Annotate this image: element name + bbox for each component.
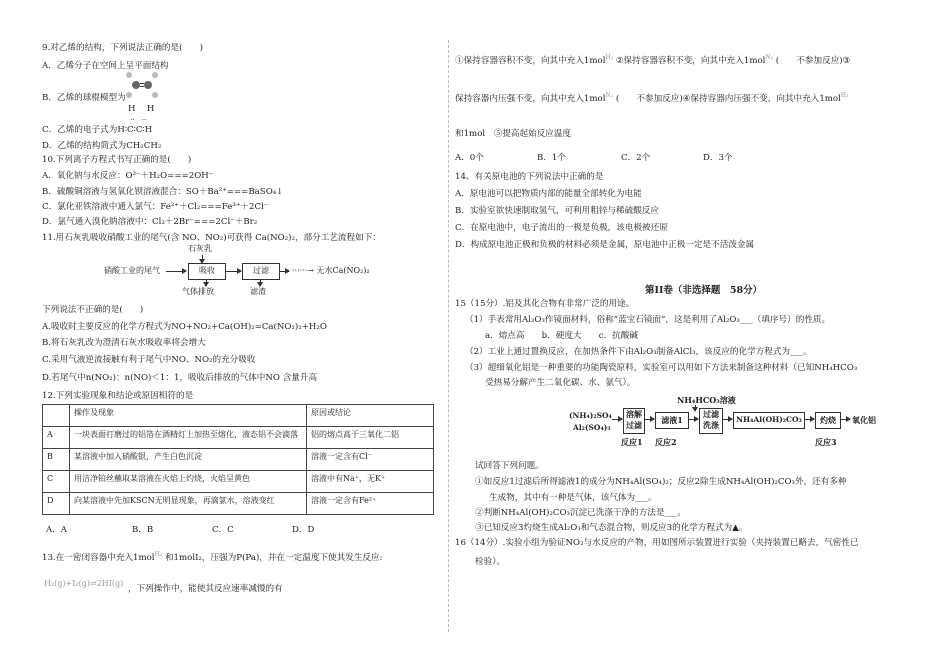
q15-part2: （2）工业上通过置换反应，在加热条件下由Al₂O₃制备AlCl₃，该反应的化学方程式为___。 (465, 347, 812, 357)
q10-option-d: D．氯气通入溴化钠溶液中：Cl₂＋2Br⁻===2Cl⁻＋Br₂ (42, 217, 258, 227)
q12-stem: 12.下列实验现象和结论或原因相符的是 (42, 391, 194, 401)
table-cell: 用洁净铂丝蘸取某溶液在火焰上灼烧，火焰呈黄色 (70, 471, 307, 493)
table-cell: 溶液一定含有Fe²⁺ (307, 493, 434, 515)
table-row (43, 427, 434, 449)
table-row (43, 471, 434, 493)
table-header-cell: 原因或结论 (307, 405, 434, 427)
q10-option-c: C．氯化亚铁溶液中通入氯气：Fe²⁺＋Cl₂===Fe³⁺＋2Cl⁻ (42, 202, 269, 212)
table-header-cell: 操作及现象 (70, 405, 307, 427)
q15-part3-b: 受热易分解产生二氧化碳、水、氨气）。 (485, 378, 636, 388)
q9-option-d: D．乙烯的结构简式为CH₂CH₂ (42, 141, 162, 151)
table-cell: C (43, 471, 70, 493)
q13-line1-part-b: ②保持容器容积不变，向其中充入1mol (615, 55, 766, 66)
q13-stem-part-a: 13.在一密闭容器中充入1mol (42, 552, 155, 563)
flow-filter-box: 过滤 (242, 263, 280, 280)
flow-gas: 气体排放 (182, 287, 214, 296)
table-cell: B (43, 449, 70, 471)
flow-start-1: (NH₄)₂SO₄ (569, 411, 612, 420)
q16-line-a: 16（14分）.实验小组为验证NO₂与水反应的产物，用如图所示装置进行实验（夹持装置已略去，气密性已 (455, 538, 859, 548)
q13-tail: ，下列操作中，能使其反应速率减慢的有 (128, 584, 283, 594)
q12-choice-d: D．D (292, 525, 315, 535)
table-row (43, 449, 434, 471)
q15-stem: 15（15分）.铝及其化合物有非常广泛的用途。 (455, 299, 635, 309)
q10-option-a: A．氧化钠与水反应：O²⁻＋H₂O===2OH⁻ (42, 171, 214, 181)
q11-option-d: D.若尾气中n(NO₂)：n(NO)＜1：1，吸收后排放的气体中NO 含量升高 (42, 373, 318, 383)
q9-electron-dots: ‥ ‥ (130, 114, 147, 122)
q13-equation: H₂(g)+I₂(g)⇌2HI(g) (44, 579, 124, 588)
q13-line1-part-a: ①保持容器容积不变，向其中充入1mol (455, 55, 606, 66)
q15-sub1-b: 生成物，其中有一种是气体，该气体为___。 (489, 493, 657, 503)
flow-start-2: Al₂(SO₄)₃ (573, 423, 611, 432)
table-cell: D (43, 493, 70, 515)
q15-part3-a: （3）超细氧化铝是一种重要的功能陶瓷原料，实验室可以用如下方法来制备这种材料（已知NH₄HCO₃ (465, 363, 858, 373)
flow-absorb-box: 吸收 (188, 263, 226, 280)
table-cell: 铝的熔点高于三氧化二铝 (307, 427, 434, 449)
flow-box-calcine: 灼烧 (815, 412, 841, 429)
column-divider (448, 40, 450, 632)
ethylene-ball-stick-model (126, 72, 158, 100)
q13-line3: 和1mol ⑤提高起始反应温度 (455, 129, 572, 139)
q13-stem-part-b: 和1molI₂，压强为P(Pa)，并在一定温度下使其发生反应: (164, 552, 383, 563)
q9-stem: 9.对乙烯的结构，下列说法正确的是( ) (42, 43, 203, 53)
flow-reagent: NH₄HCO₃溶液 (677, 395, 736, 405)
q11-stem: 11.用石灰乳吸收硝酸工业的尾气(含 NO、NO₂)可获得 Ca(NO₂)₂，部分工艺流程如下： (42, 233, 381, 243)
n2-image-placeholder: N₂ (605, 92, 614, 99)
q15-ask: 试回答下列问题。 (475, 461, 544, 471)
q15-sub2: ②判断NH₄Al(OH)₂CO₃沉淀已洗涤干净的方法是___。 (475, 508, 686, 518)
flow-source: 硝酸工业的尾气 (104, 266, 160, 275)
table-cell: 向某溶液中先加KSCN无明显现象，再滴氯水，溶液变红 (70, 493, 307, 515)
h2-image-placeholder: H₂ (605, 54, 614, 61)
q13-choice-c: C．2个 (621, 153, 651, 163)
q13-choice-b: B．1个 (537, 153, 566, 163)
table-cell: 溶液中有Na⁺，无K⁺ (307, 471, 434, 493)
table-cell: A (43, 427, 70, 449)
q14-option-a: A．原电池可以把物质内部的能量全部转化为电能 (455, 189, 642, 199)
flow-product: ······→ 无水Ca(NO₂)₂ (292, 266, 370, 275)
flow-label-r1: 反应1 (621, 437, 643, 447)
flow-box-wash: 过滤 洗涤 (699, 408, 723, 434)
flow-label-r2: 反应2 (655, 437, 677, 447)
h2-image-placeholder: H₂ (154, 551, 163, 558)
q15-sub3: ③已知反应3灼烧生成Al₂O₃和气态混合物，则反应3的化学方程式为▲。 (475, 523, 748, 533)
q10-option-b: B．硫酸铜溶液与氢氧化钡溶液混合：SO＋Ba²⁺===BaSO₄↓ (42, 187, 284, 197)
table-cell: 某溶液中加入硝酸银，产生白色沉淀 (70, 449, 307, 471)
q12-table (42, 404, 434, 515)
q13-choice-a: A．0个 (455, 153, 484, 163)
q14-stem: 14、有关原电池的下列说法中正确的是 (455, 172, 604, 182)
q12-choice-a: A．A (46, 525, 68, 535)
h2-image-placeholder: H₂ (840, 92, 849, 99)
q14-option-d: D．构成原电池正极和负极的材料必须是金属，原电池中正极一定是不活泼金属 (455, 240, 755, 250)
flow-label-r3: 反应3 (815, 437, 837, 447)
q15-part1-options: a．熔点高 b．硬度大 c．抗酸碱 (485, 331, 638, 341)
left-column (42, 0, 442, 672)
q10-stem: 10.下列离子方程式书写正确的是( ) (42, 155, 192, 165)
q15-part1: （1）手表常用Al₂O₃作镜面材料，俗称“蓝宝石镜面”，这是利用了Al₂O₃___（填序号）的性质。 (465, 315, 831, 325)
flow-end: 氧化铝 (852, 415, 876, 425)
table-header-cell (43, 405, 70, 427)
q12-choice-c: C．C (212, 525, 234, 535)
section-title: 第II卷（非选择题 58分） (645, 285, 763, 296)
q13-stem (42, 549, 383, 564)
q11-prompt: 下列说法不正确的是( ) (42, 305, 144, 315)
q14-option-c: C．在原电池中，电子流出的一极是负极，该电极被还原 (455, 223, 668, 233)
table-cell: 一块表面打磨过的铝箔在酒精灯上加热至熔化，液态铝不会滴落 (70, 427, 307, 449)
q11-option-a: A.吸收时主要反应的化学方程式为NO+NO₂+Ca(OH)₂=Ca(NO₂)₂+H₂O (42, 322, 327, 332)
flow-residue: 滤渣 (250, 287, 266, 296)
flow-box-filtrate: 滤液1 (655, 412, 689, 429)
q14-option-b: B．实验室欲快速制取氢气，可利用粗锌与稀硫酸反应 (455, 206, 659, 216)
q9-option-a: A．乙烯分子在空间上呈平面结构 (42, 61, 169, 71)
q13-choice-d: D．3个 (703, 153, 733, 163)
n2-image-placeholder: N₂ (765, 54, 774, 61)
q12-choice-b: B．B (132, 525, 154, 535)
q9-option-c: C．乙烯的电子式为H∶C∶C∶H (42, 125, 153, 135)
q13-line2-part-b: ( 不参加反应)④保持容器内压强不变，向其中充入1mol (615, 93, 841, 104)
q11-option-c: C.采用气液逆流接触有利于尾气中NO、NO₂的充分吸收 (42, 355, 256, 365)
q16-line-b: 检验）。 (475, 557, 506, 567)
flow-lime: 石灰乳 (188, 244, 212, 253)
q13-line2-part-a: 保持容器内压强不变，向其中充入1mol (455, 93, 606, 104)
table-cell: 溶液一定含有Cl⁻ (307, 449, 434, 471)
q13-line1 (455, 52, 850, 67)
right-column (455, 0, 910, 672)
table-header-row (43, 405, 434, 427)
q15-sub1-a: ①如反应1过滤后所得滤液1的成分为NH₄Al(SO₄)₂；反应2除生成NH₄Al(OH)₂CO₃外，还有多种 (475, 477, 847, 487)
flow-box-intermediate: NH₄Al(OH)₂CO₃ (733, 412, 805, 429)
flow-box-dissolve: 溶解 过滤 (623, 408, 645, 434)
q9-electron-h: H H (128, 104, 155, 114)
q9-option-b: B．乙烯的球棍模型为 (42, 93, 126, 103)
q13-line2 (455, 90, 849, 105)
table-row (43, 493, 434, 515)
q11-option-b: B.将石灰乳改为澄清石灰水吸收率将会增大 (42, 338, 206, 348)
q13-line1-part-c: ( 不参加反应)③ (775, 55, 851, 66)
